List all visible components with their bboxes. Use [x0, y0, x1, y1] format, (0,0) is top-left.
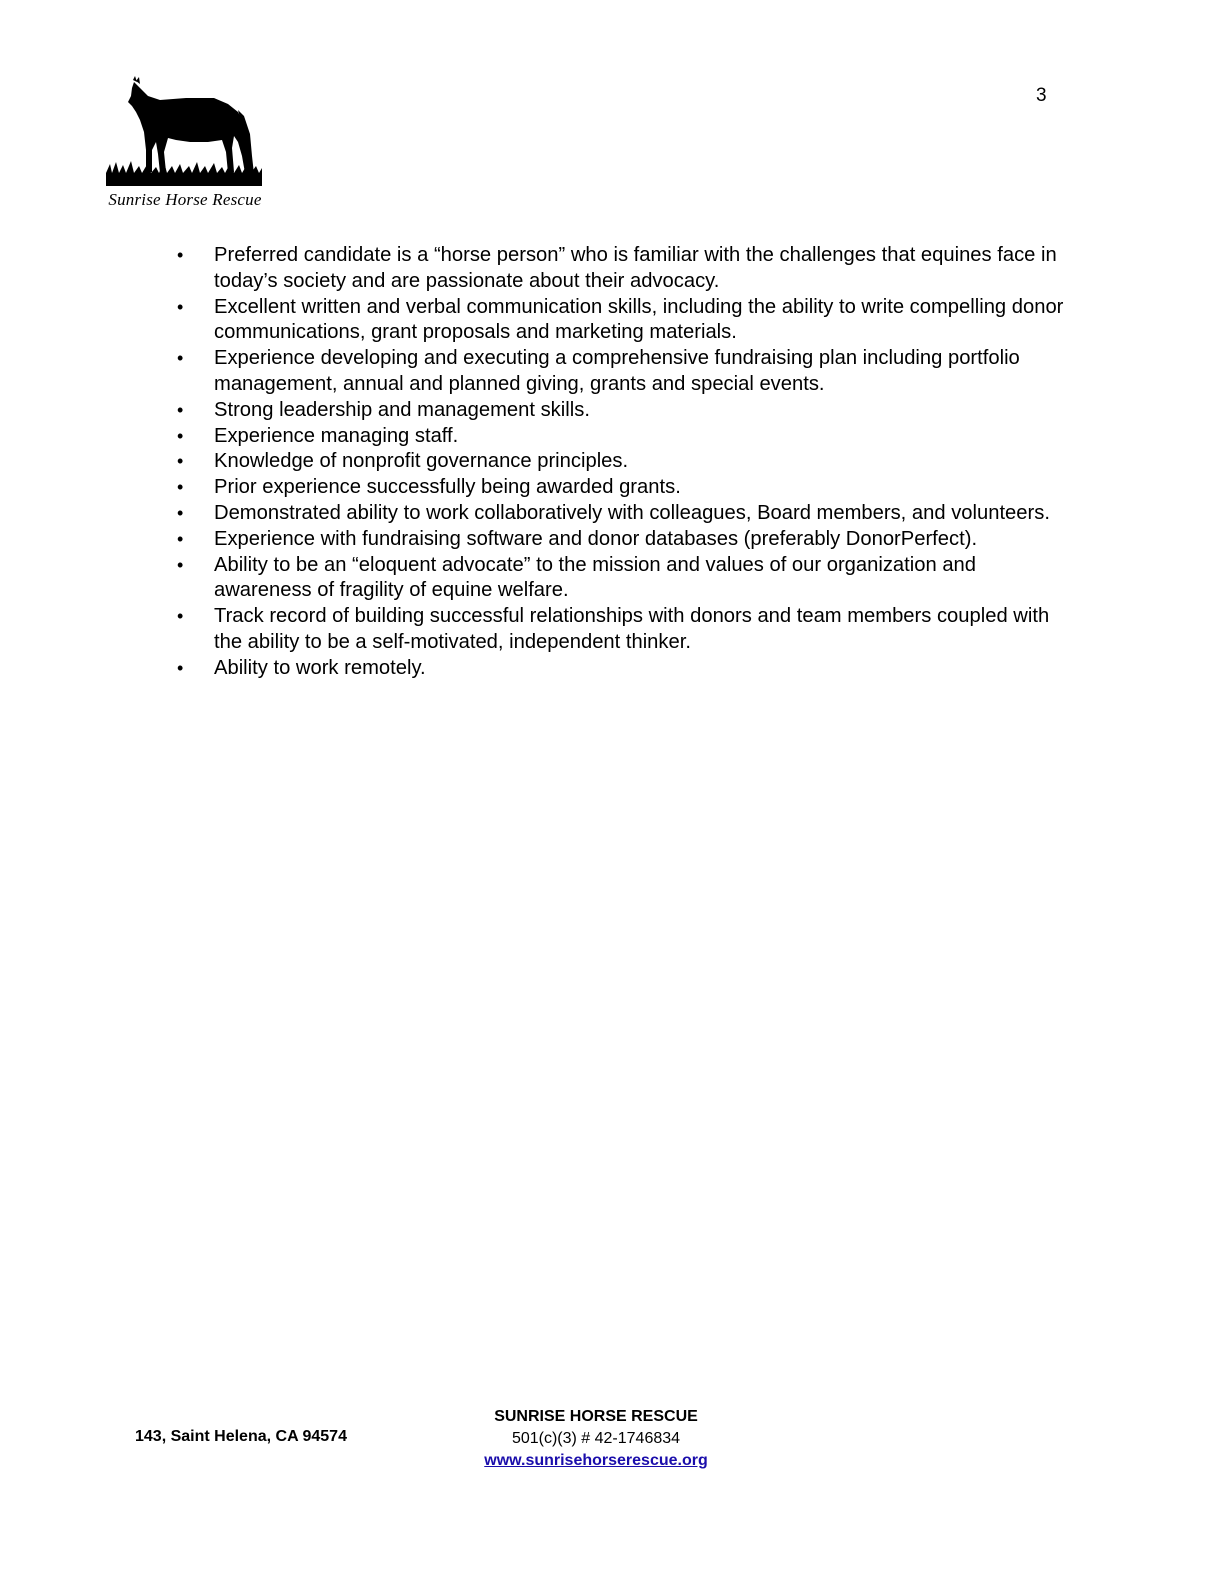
list-item	[177, 475, 1074, 501]
logo-caption: Sunrise Horse Rescue	[108, 190, 262, 209]
list-item-text: Strong leadership and management skills.	[214, 398, 590, 421]
horse-silhouette-icon	[104, 76, 264, 188]
footer-tax-id: 501(c)(3) # 42-1746834	[511, 1430, 681, 1447]
list-item	[177, 553, 1074, 605]
list-item-text: Excellent written and verbal communication skills, including the ability to write compelling donor communications, grant proposals and marketing materials.	[214, 295, 1064, 344]
bullet-icon: •	[177, 528, 184, 549]
bullet-icon: •	[177, 451, 184, 472]
bullet-icon: •	[177, 657, 184, 678]
footer-contact	[446, 1406, 746, 1472]
list-item	[177, 424, 1074, 450]
page-number: 3	[1036, 85, 1047, 106]
website-link[interactable]: www.sunrisehorserescue.org	[484, 1452, 708, 1469]
list-item-text: Preferred candidate is a “horse person” who is familiar with the challenges that equines face in today’s society and are passionate about their advocacy.	[214, 244, 1057, 292]
list-item-text: Demonstrated ability to work collaboratively with colleagues, Board members, and volunteers.	[214, 501, 1050, 524]
list-item-text: Prior experience successfully being awarded grants.	[214, 476, 681, 499]
bullet-icon: •	[177, 425, 184, 446]
bullet-icon: •	[177, 245, 184, 265]
bullet-icon: •	[177, 399, 184, 420]
list-item	[177, 295, 1074, 347]
list-item-text: Knowledge of nonprofit governance principles.	[214, 450, 629, 473]
list-item	[177, 243, 1074, 295]
list-item-text: Ability to work remotely.	[214, 656, 426, 679]
organization-logo	[104, 76, 264, 216]
bullet-icon: •	[177, 554, 184, 575]
list-item-text: Experience developing and executing a comprehensive fundraising plan including portfolio management, annual and planned giving, grants and special events.	[214, 347, 1020, 395]
footer-address: 143, Saint Helena, CA 94574	[135, 1428, 347, 1445]
requirements-list	[177, 243, 1074, 682]
footer-org-name: SUNRISE HORSE RESCUE	[494, 1408, 698, 1425]
bullet-icon: •	[177, 606, 184, 627]
bullet-icon: •	[177, 296, 184, 317]
list-item-text: Track record of building successful relationships with donors and team members coupled with the ability to be a self-motivated, independent thinker.	[214, 605, 1050, 653]
list-item	[177, 656, 1074, 682]
bullet-icon: •	[177, 502, 184, 523]
list-item	[177, 346, 1074, 398]
list-item	[177, 501, 1074, 527]
list-item	[177, 527, 1074, 553]
list-item	[177, 449, 1074, 475]
list-item-text: Experience managing staff.	[214, 424, 459, 447]
bullet-icon: •	[177, 348, 184, 369]
list-item-text: Ability to be an “eloquent advocate” to the mission and values of our organization and awareness of fragility of equine welfare.	[214, 553, 976, 602]
list-item	[177, 398, 1074, 424]
bullet-icon: •	[177, 477, 184, 498]
list-item	[177, 604, 1074, 656]
list-item-text: Experience with fundraising software and donor databases (preferably DonorPerfect).	[214, 527, 978, 550]
